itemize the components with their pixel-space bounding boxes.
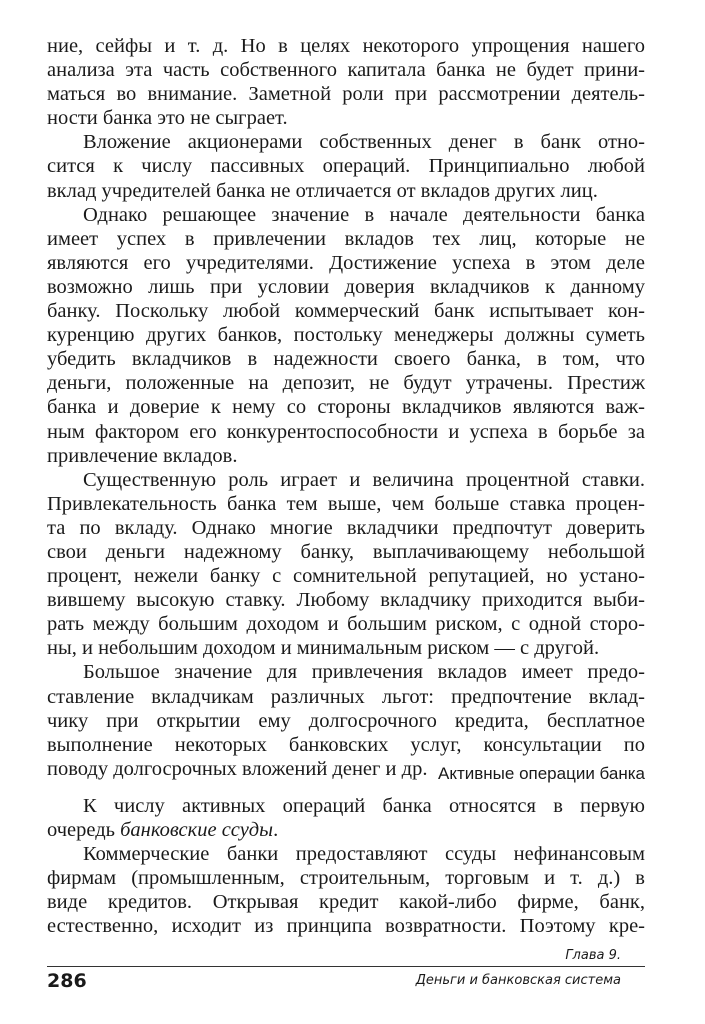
text-line: Привлекательность банка тем выше, чем больше ставка процен- (47, 492, 645, 515)
text-line: выполнение некоторых банковских услуг, консультации по (47, 733, 645, 756)
text-line: привлечение вкладов. (47, 444, 238, 467)
text-line: банку. Поскольку любой коммерческий банк испытывает кон- (47, 300, 645, 323)
text-line: чику при открытии ему долгосрочного кредита, бесплатное (47, 709, 645, 732)
text-line: куренцию других банков, постольку менеджеры должны суметь (47, 324, 645, 347)
text-line: имеет успех в привлечении вкладов тех лиц, которые не (47, 227, 645, 250)
text-line: Существенную роль играет и величина процентной ставки. (83, 468, 645, 491)
body-text-bottom (47, 794, 645, 939)
paragraph (47, 660, 645, 780)
text-line: ны, и небольшим доходом и минимальным риском — с другой. (47, 637, 600, 660)
paragraph (47, 34, 645, 130)
text-line: Однако решающее значение в начале деятельности банка (83, 203, 645, 226)
text-line: процент, нежели банку с сомнительной репутацией, но устано- (47, 565, 645, 588)
paragraph (47, 842, 645, 938)
text-line (47, 818, 645, 842)
chapter-label: Глава 9. (565, 948, 621, 963)
text-line: К числу активных операций банка относятся в первую (83, 795, 645, 817)
text-line: ности банка это не сыграет. (47, 107, 288, 130)
paragraph (47, 468, 645, 661)
text-line: вклад учредителей банка не отличается от вкладов других лиц. (47, 179, 598, 202)
text-line: виде кредитов. Открывая кредит какой-либо фирме, банк, (47, 891, 645, 914)
emphasis-term: банковские ссуды (120, 819, 274, 842)
text-line: та по вкладу. Однако многие вкладчики предпочтут доверить (47, 516, 645, 539)
text-line: деньги, положенные на депозит, не будут утрачены. Престиж (47, 372, 645, 395)
text-line: ставление вкладчикам различных льгот: предпочтение вклад- (47, 685, 645, 708)
page-number: 286 (47, 970, 87, 992)
text-line: банка и доверие к нему со стороны вкладчиков являются важ- (47, 396, 645, 419)
body-text-top (47, 34, 645, 781)
text-line: свои деньги надежному банку, выплачивающему небольшой (47, 540, 645, 563)
text-line: ным фактором его конкурентоспособности и успеха в борьбе за (47, 420, 645, 443)
text-line: убедить вкладчиков в надежности своего банка, в том, что (47, 348, 645, 371)
text-line: сится к числу пассивных операций. Принципиально любой (47, 155, 645, 178)
paragraph (47, 130, 645, 202)
text-line: являются его учредителями. Достижение успеха в этом деле (47, 251, 645, 274)
paragraph (47, 203, 645, 468)
text-fragment: . (273, 819, 279, 842)
text-line: анализа эта часть собственного капитала банка не будет прини- (47, 59, 645, 82)
footer-rule (47, 966, 645, 967)
text-fragment: очередь (47, 819, 121, 842)
paragraph (47, 794, 645, 842)
text-line: поводу долгосрочных вложений денег и др. (47, 757, 428, 780)
text-line: ние, сейфы и т. д. Но в целях некоторого упрощения нашего (47, 35, 645, 57)
text-line: маться во внимание. Заметной роли при рассмотрении деятель- (47, 83, 645, 106)
text-line: вившему высокую ставку. Любому вкладчику приходится выби- (47, 589, 645, 612)
text-line: Коммерческие банки предоставляют ссуды нефинансовым (83, 843, 645, 866)
text-line: Вложение акционерами собственных денег в банк отно- (83, 131, 645, 154)
text-line: естественно, исходит из принципа возвратности. Поэтому кре- (47, 915, 645, 938)
text-line: фирмам (промышленным, строительным, торговым и т. д.) в (47, 867, 645, 890)
text-line: рать между большим доходом и большим риском, с одной сторо- (47, 613, 645, 636)
text-line: возможно лишь при условии доверия вкладчиков к данному (47, 275, 645, 298)
running-title: Деньги и банковская система (415, 973, 621, 988)
section-heading: Активные операции банка (438, 764, 645, 783)
text-line: Большое значение для привлечения вкладов имеет предо- (83, 661, 645, 684)
